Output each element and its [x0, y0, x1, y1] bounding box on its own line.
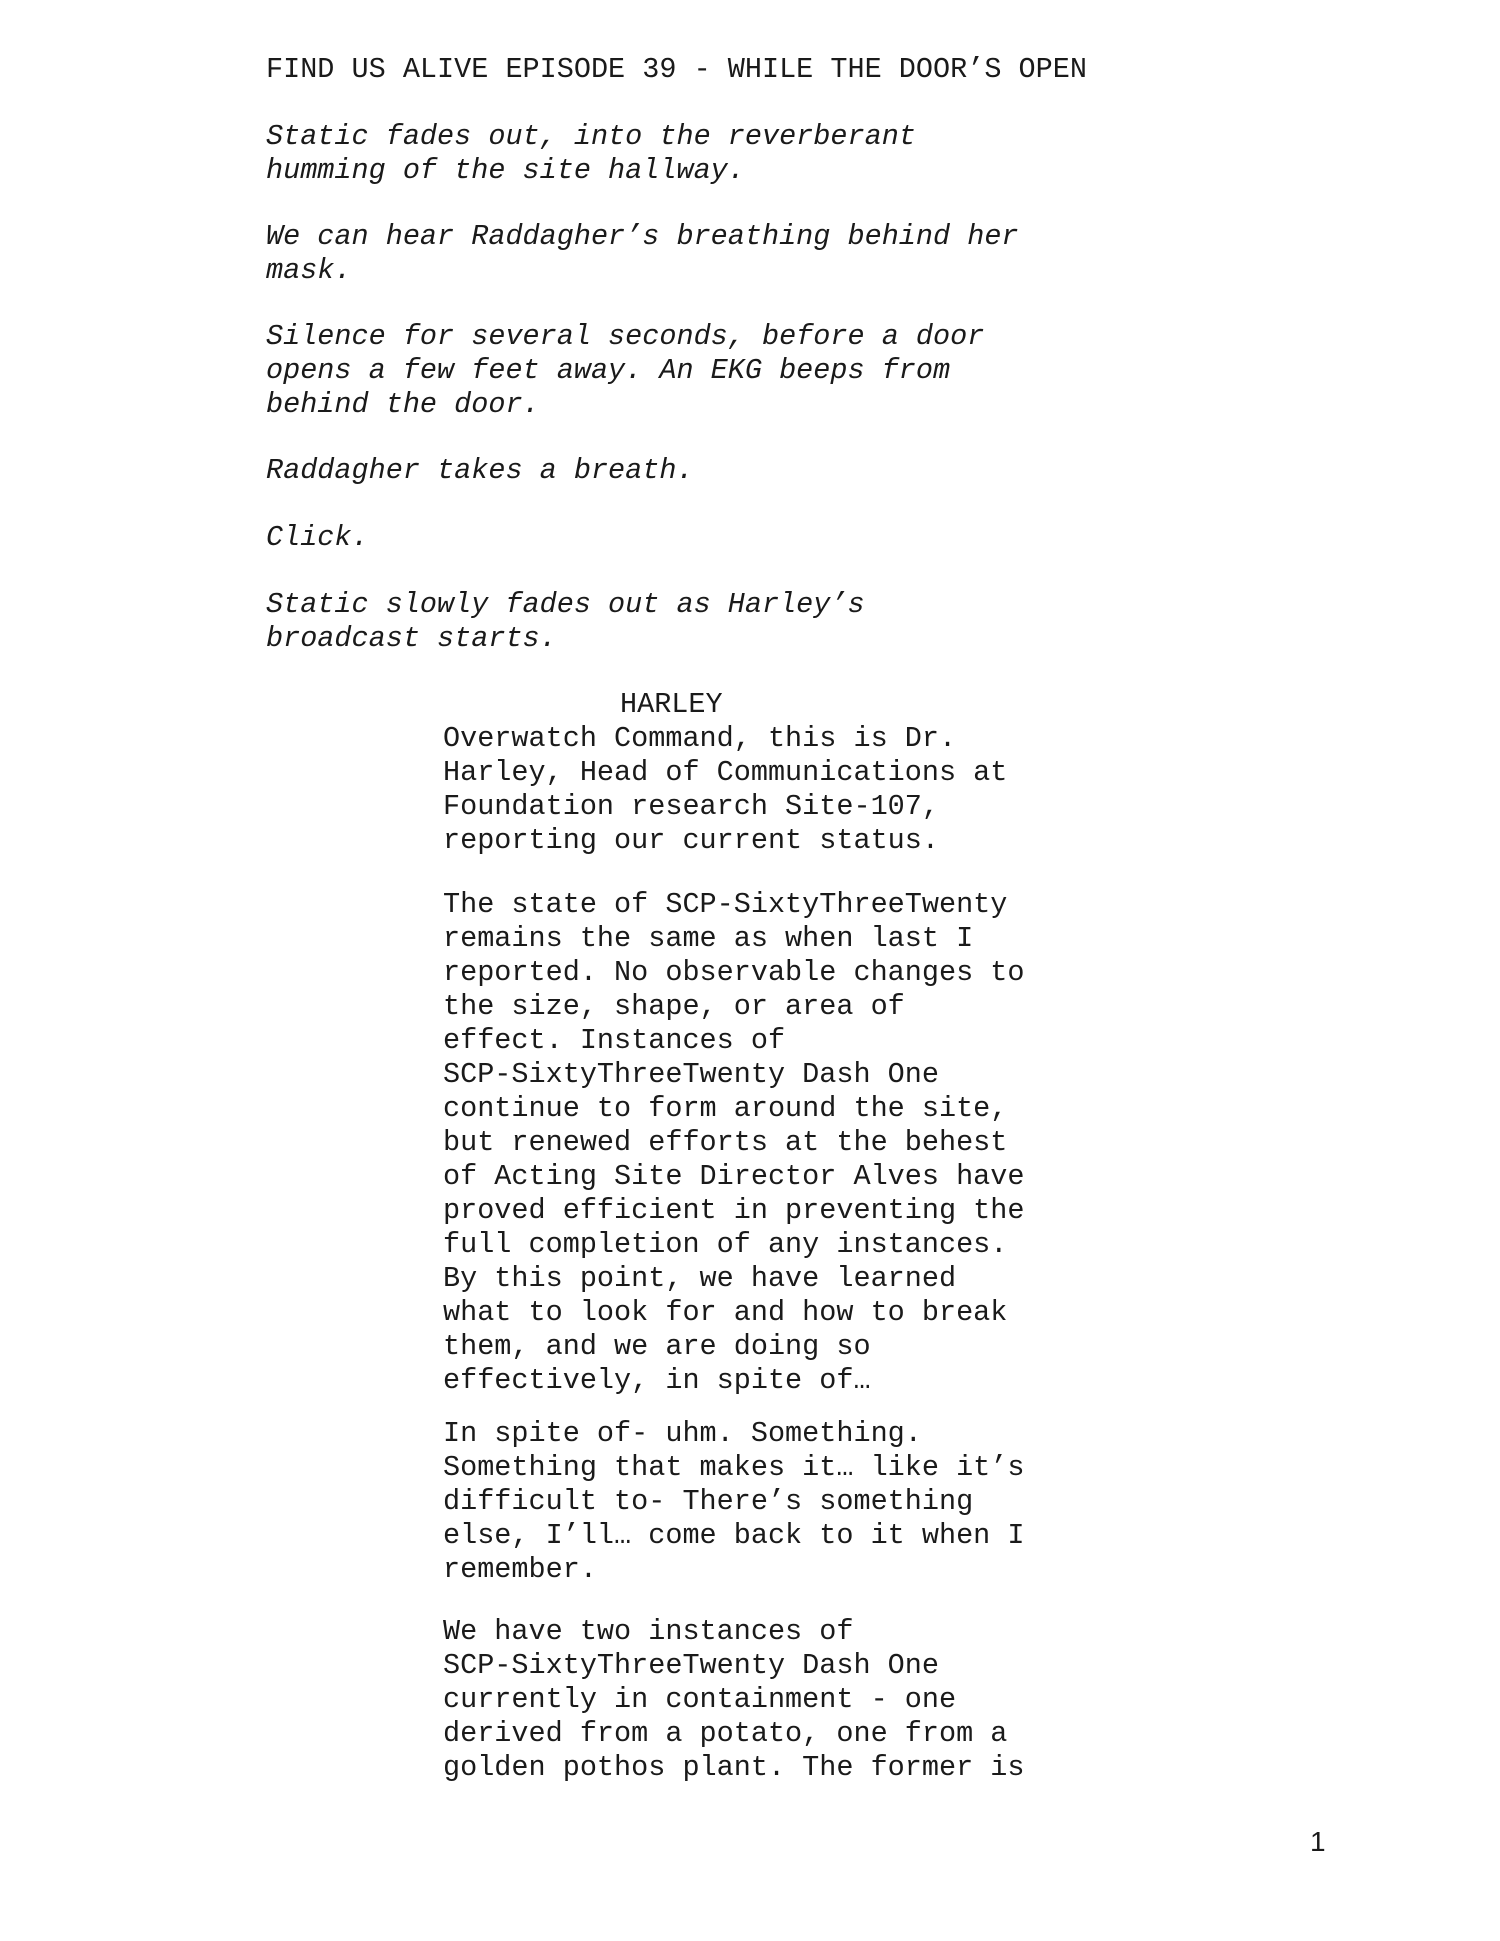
dialogue-block: We have two instances of SCP-SixtyThreeTwenty Dash One currently in containment - one derived from a potato, one from a golden pothos plant. The former is — [443, 1615, 1025, 1784]
character-name: HARLEY — [620, 688, 723, 721]
action-line-hallway: Static fades out, into the reverberant humming of the site hallway. — [266, 120, 916, 187]
action-line-breathing: We can hear Raddagher’s breathing behind her mask. — [266, 220, 1019, 287]
action-line-click: Click. — [266, 521, 369, 554]
dialogue-block: The state of SCP-SixtyThreeTwenty remains the same as when last I reported. No observable changes to the size, shape, or area of effect. Instances of SCP-SixtyThreeTwenty Dash One continue to form around the site, but renewed efforts at the behest of Acting Site Director Alves have proved efficient in preventing the full completion of any instances. By this point, we have learned what to look for and how to break them, and we are doing so effectively, in spite of… — [443, 888, 1025, 1397]
action-line-breath: Raddagher takes a breath. — [266, 454, 694, 487]
action-line-door: Silence for several seconds, before a door opens a few feet away. An EKG beeps from behind the door. — [266, 320, 985, 421]
dialogue-block: Overwatch Command, this is Dr. Harley, Head of Communications at Foundation research Site-107, reporting our current status. — [443, 722, 1008, 857]
page-number: 1 — [1310, 1826, 1326, 1857]
dialogue-block: In spite of- uhm. Something. Something that makes it… like it’s difficult to- There’s something else, I’ll… come back to it when I remember. — [443, 1417, 1025, 1586]
action-line-broadcast: Static slowly fades out as Harley’s broadcast starts. — [266, 588, 865, 655]
episode-title: FIND US ALIVE EPISODE 39 - WHILE THE DOOR’S OPEN — [266, 53, 1087, 86]
